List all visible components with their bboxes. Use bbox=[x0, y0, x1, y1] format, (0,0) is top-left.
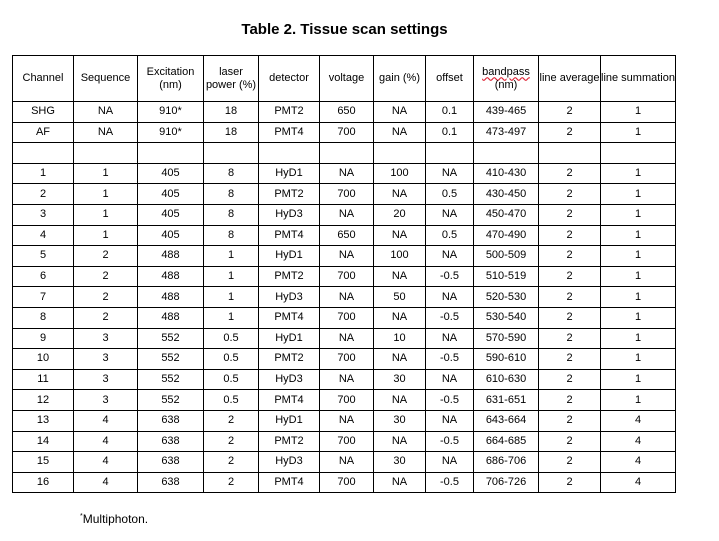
table-cell: 3 bbox=[74, 328, 138, 349]
table-cell: 2 bbox=[539, 369, 601, 390]
table-cell: 1 bbox=[601, 102, 676, 123]
table-cell: 100 bbox=[374, 163, 426, 184]
table-cell: 706-726 bbox=[474, 472, 539, 493]
header-gain: gain (%) bbox=[374, 56, 426, 102]
table-cell: 3 bbox=[74, 369, 138, 390]
table-cell: 2 bbox=[13, 184, 74, 205]
table-cell: 638 bbox=[138, 472, 204, 493]
table-cell: 1 bbox=[601, 225, 676, 246]
table-cell: 0.5 bbox=[426, 184, 474, 205]
table-cell: 5 bbox=[13, 246, 74, 267]
table-cell: 552 bbox=[138, 369, 204, 390]
table-cell: 4 bbox=[601, 431, 676, 452]
table-cell: 2 bbox=[204, 472, 259, 493]
table-cell: -0.5 bbox=[426, 390, 474, 411]
table-cell: -0.5 bbox=[426, 349, 474, 370]
table-cell: 2 bbox=[539, 410, 601, 431]
table-cell bbox=[204, 143, 259, 164]
table-cell: HyD3 bbox=[259, 452, 320, 473]
table-cell: 700 bbox=[320, 266, 374, 287]
table-cell: NA bbox=[320, 204, 374, 225]
table-cell: 2 bbox=[539, 349, 601, 370]
table-cell: 2 bbox=[74, 266, 138, 287]
table-cell: 700 bbox=[320, 307, 374, 328]
table-cell: HyD1 bbox=[259, 163, 320, 184]
table-cell bbox=[74, 143, 138, 164]
header-excitation: Excitation (nm) bbox=[138, 56, 204, 102]
table-cell bbox=[320, 143, 374, 164]
header-channel: Channel bbox=[13, 56, 74, 102]
table-cell: 2 bbox=[539, 452, 601, 473]
table-cell: 650 bbox=[320, 102, 374, 123]
table-cell: 8 bbox=[204, 184, 259, 205]
table-cell: NA bbox=[374, 184, 426, 205]
table-body bbox=[13, 102, 676, 493]
table-cell: 2 bbox=[539, 431, 601, 452]
table-cell: 1 bbox=[601, 246, 676, 267]
table-cell: PMT4 bbox=[259, 390, 320, 411]
table-cell: HyD1 bbox=[259, 246, 320, 267]
table-cell: NA bbox=[74, 102, 138, 123]
table-cell: 11 bbox=[13, 369, 74, 390]
table-cell: 552 bbox=[138, 328, 204, 349]
tissue-scan-settings-table bbox=[12, 55, 676, 493]
spellcheck-underline: bandpass bbox=[482, 65, 530, 78]
table-cell: 570-590 bbox=[474, 328, 539, 349]
table-cell: 1 bbox=[601, 163, 676, 184]
table-row bbox=[13, 349, 676, 370]
table-cell bbox=[474, 143, 539, 164]
table-cell: NA bbox=[374, 122, 426, 143]
table-cell: 14 bbox=[13, 431, 74, 452]
table-cell: NA bbox=[426, 246, 474, 267]
table-cell: 10 bbox=[13, 349, 74, 370]
table-cell: 1 bbox=[601, 184, 676, 205]
table-cell: 10 bbox=[374, 328, 426, 349]
table-cell: NA bbox=[320, 163, 374, 184]
table-cell: 405 bbox=[138, 225, 204, 246]
table-cell: 4 bbox=[601, 410, 676, 431]
table-cell: 100 bbox=[374, 246, 426, 267]
table-cell: 1 bbox=[74, 225, 138, 246]
table-cell: 4 bbox=[601, 472, 676, 493]
table-cell: 18 bbox=[204, 102, 259, 123]
table-cell: HyD3 bbox=[259, 287, 320, 308]
table-cell: 1 bbox=[601, 328, 676, 349]
table-cell: NA bbox=[320, 452, 374, 473]
table-cell: 4 bbox=[74, 452, 138, 473]
table-cell: 1 bbox=[74, 204, 138, 225]
table-cell: HyD3 bbox=[259, 204, 320, 225]
table-cell: 2 bbox=[204, 452, 259, 473]
table-cell: 20 bbox=[374, 204, 426, 225]
table-cell: 1 bbox=[204, 287, 259, 308]
table-cell: 488 bbox=[138, 307, 204, 328]
table-cell: NA bbox=[320, 287, 374, 308]
header-voltage: voltage bbox=[320, 56, 374, 102]
table-cell: 0.5 bbox=[204, 349, 259, 370]
table-cell: 16 bbox=[13, 472, 74, 493]
table-cell: PMT2 bbox=[259, 266, 320, 287]
header-line-average: line average bbox=[539, 56, 601, 102]
table-cell: HyD1 bbox=[259, 328, 320, 349]
table-cell: 4 bbox=[74, 410, 138, 431]
table-cell: 2 bbox=[539, 287, 601, 308]
table-cell: NA bbox=[426, 163, 474, 184]
table-cell: 2 bbox=[539, 163, 601, 184]
table-cell: NA bbox=[426, 328, 474, 349]
table-cell: 15 bbox=[13, 452, 74, 473]
table-cell: 0.1 bbox=[426, 102, 474, 123]
table-cell: 2 bbox=[539, 102, 601, 123]
table-cell bbox=[138, 143, 204, 164]
table-cell: 8 bbox=[204, 225, 259, 246]
header-detector: detector bbox=[259, 56, 320, 102]
table-cell: PMT4 bbox=[259, 472, 320, 493]
table-cell: AF bbox=[13, 122, 74, 143]
footnote bbox=[80, 512, 148, 526]
table-cell: 1 bbox=[204, 307, 259, 328]
table-row bbox=[13, 246, 676, 267]
table-cell: 700 bbox=[320, 184, 374, 205]
table-cell bbox=[259, 143, 320, 164]
table-cell: 686-706 bbox=[474, 452, 539, 473]
table-cell: 1 bbox=[601, 122, 676, 143]
table-row bbox=[13, 410, 676, 431]
table-cell bbox=[374, 143, 426, 164]
table-cell: 3 bbox=[74, 390, 138, 411]
table-cell: 610-630 bbox=[474, 369, 539, 390]
table-row bbox=[13, 184, 676, 205]
table-cell: 12 bbox=[13, 390, 74, 411]
table-cell: 638 bbox=[138, 431, 204, 452]
table-cell: 8 bbox=[13, 307, 74, 328]
table-cell: 4 bbox=[74, 472, 138, 493]
table-cell: 8 bbox=[204, 204, 259, 225]
table-cell: 2 bbox=[539, 472, 601, 493]
table-cell: 405 bbox=[138, 163, 204, 184]
table-cell: NA bbox=[426, 410, 474, 431]
table-cell: 2 bbox=[539, 246, 601, 267]
table-cell: NA bbox=[374, 390, 426, 411]
table-cell: NA bbox=[426, 369, 474, 390]
table-cell: 552 bbox=[138, 349, 204, 370]
table-cell: 450-470 bbox=[474, 204, 539, 225]
table-cell: 488 bbox=[138, 266, 204, 287]
table-cell: PMT2 bbox=[259, 349, 320, 370]
table-cell: 0.5 bbox=[204, 369, 259, 390]
table-cell: 700 bbox=[320, 349, 374, 370]
table-cell: 1 bbox=[74, 184, 138, 205]
table-row bbox=[13, 287, 676, 308]
table-cell: NA bbox=[374, 266, 426, 287]
footnote-mark: * bbox=[80, 513, 83, 520]
table-cell: 2 bbox=[539, 204, 601, 225]
table-cell: 2 bbox=[539, 225, 601, 246]
table-cell: 638 bbox=[138, 452, 204, 473]
table-cell: 2 bbox=[74, 287, 138, 308]
header-sequence: Sequence bbox=[74, 56, 138, 102]
table-cell: PMT2 bbox=[259, 431, 320, 452]
table-cell: SHG bbox=[13, 102, 74, 123]
table-row bbox=[13, 204, 676, 225]
table-row bbox=[13, 266, 676, 287]
table-cell: 410-430 bbox=[474, 163, 539, 184]
table-cell: 470-490 bbox=[474, 225, 539, 246]
table-row bbox=[13, 390, 676, 411]
table-cell: 1 bbox=[601, 369, 676, 390]
table-cell: 1 bbox=[204, 246, 259, 267]
table-cell: 488 bbox=[138, 246, 204, 267]
table-cell: 910* bbox=[138, 122, 204, 143]
table-cell: 552 bbox=[138, 390, 204, 411]
table-cell bbox=[539, 143, 601, 164]
table-cell: 1 bbox=[601, 287, 676, 308]
table-cell: 3 bbox=[13, 204, 74, 225]
table-cell: HyD3 bbox=[259, 369, 320, 390]
header-line-summation: line summation bbox=[601, 56, 676, 102]
table-cell: 700 bbox=[320, 122, 374, 143]
table-cell: PMT4 bbox=[259, 307, 320, 328]
table-cell: NA bbox=[320, 410, 374, 431]
table-cell: 430-450 bbox=[474, 184, 539, 205]
table-cell: 2 bbox=[204, 410, 259, 431]
table-cell: -0.5 bbox=[426, 307, 474, 328]
table-cell: 7 bbox=[13, 287, 74, 308]
table-cell: PMT2 bbox=[259, 102, 320, 123]
table-cell: NA bbox=[374, 307, 426, 328]
table-cell: 13 bbox=[13, 410, 74, 431]
table-cell: NA bbox=[320, 246, 374, 267]
table-cell: 1 bbox=[74, 163, 138, 184]
table-cell: 8 bbox=[204, 163, 259, 184]
table-cell: 700 bbox=[320, 431, 374, 452]
table-cell bbox=[13, 143, 74, 164]
table-cell: 1 bbox=[601, 390, 676, 411]
table-cell: -0.5 bbox=[426, 266, 474, 287]
table-cell: PMT4 bbox=[259, 225, 320, 246]
table-row bbox=[13, 369, 676, 390]
table-cell: 530-540 bbox=[474, 307, 539, 328]
table-cell: 638 bbox=[138, 410, 204, 431]
table-cell: 30 bbox=[374, 452, 426, 473]
table-cell: 488 bbox=[138, 287, 204, 308]
header-row bbox=[13, 56, 676, 102]
table-cell: NA bbox=[426, 287, 474, 308]
table-cell: 1 bbox=[13, 163, 74, 184]
table-cell: 2 bbox=[204, 431, 259, 452]
table-cell: PMT2 bbox=[259, 184, 320, 205]
table-row bbox=[13, 102, 676, 123]
table-cell: 664-685 bbox=[474, 431, 539, 452]
table-cell: 2 bbox=[539, 328, 601, 349]
table-cell: 643-664 bbox=[474, 410, 539, 431]
table-cell: 2 bbox=[539, 390, 601, 411]
table-cell: 1 bbox=[204, 266, 259, 287]
table-cell: 510-519 bbox=[474, 266, 539, 287]
table-cell: NA bbox=[426, 452, 474, 473]
table-row bbox=[13, 163, 676, 184]
table-cell: 18 bbox=[204, 122, 259, 143]
table-cell: 1 bbox=[601, 204, 676, 225]
table-cell: 50 bbox=[374, 287, 426, 308]
table-cell: NA bbox=[374, 431, 426, 452]
table-row bbox=[13, 452, 676, 473]
table-cell: 700 bbox=[320, 472, 374, 493]
table-cell: NA bbox=[374, 349, 426, 370]
table-cell: PMT4 bbox=[259, 122, 320, 143]
table-cell: 405 bbox=[138, 184, 204, 205]
table-cell: 30 bbox=[374, 369, 426, 390]
table-cell: 4 bbox=[601, 452, 676, 473]
table-cell: -0.5 bbox=[426, 431, 474, 452]
table-cell: 1 bbox=[601, 266, 676, 287]
table-cell: 439-465 bbox=[474, 102, 539, 123]
table-cell: 4 bbox=[13, 225, 74, 246]
table-cell: 6 bbox=[13, 266, 74, 287]
table-cell: 1 bbox=[601, 349, 676, 370]
table-cell: 590-610 bbox=[474, 349, 539, 370]
footnote-text: Multiphoton. bbox=[82, 512, 149, 526]
table-cell: 650 bbox=[320, 225, 374, 246]
table-cell: 2 bbox=[539, 266, 601, 287]
table-cell: NA bbox=[74, 122, 138, 143]
table-row bbox=[13, 143, 676, 164]
table-cell: 500-509 bbox=[474, 246, 539, 267]
table-cell: 910* bbox=[138, 102, 204, 123]
table-cell: NA bbox=[374, 102, 426, 123]
table-row bbox=[13, 122, 676, 143]
table-cell: 2 bbox=[539, 122, 601, 143]
table-cell: 4 bbox=[74, 431, 138, 452]
table-cell bbox=[426, 143, 474, 164]
table-cell bbox=[601, 143, 676, 164]
table-cell: NA bbox=[320, 369, 374, 390]
table-cell: 3 bbox=[74, 349, 138, 370]
table-cell: 2 bbox=[539, 184, 601, 205]
table-cell: 9 bbox=[13, 328, 74, 349]
table-cell: 2 bbox=[74, 246, 138, 267]
table-cell: HyD1 bbox=[259, 410, 320, 431]
table-cell: 1 bbox=[601, 307, 676, 328]
table-cell: 0.5 bbox=[204, 328, 259, 349]
table-title: Table 2. Tissue scan settings bbox=[241, 21, 448, 38]
header-laser-power: laser power (%) bbox=[204, 56, 259, 102]
table-cell: -0.5 bbox=[426, 472, 474, 493]
table-cell: NA bbox=[374, 225, 426, 246]
table-cell: NA bbox=[320, 328, 374, 349]
table-row bbox=[13, 307, 676, 328]
table-row bbox=[13, 225, 676, 246]
table-row bbox=[13, 328, 676, 349]
table-cell: 0.5 bbox=[426, 225, 474, 246]
table-row bbox=[13, 472, 676, 493]
table-cell: 631-651 bbox=[474, 390, 539, 411]
header-bandpass: bandpass (nm) bbox=[474, 56, 539, 102]
table-cell: 2 bbox=[539, 307, 601, 328]
table-cell: NA bbox=[374, 472, 426, 493]
table-cell: 473-497 bbox=[474, 122, 539, 143]
table-cell: 0.5 bbox=[204, 390, 259, 411]
table-cell: 30 bbox=[374, 410, 426, 431]
table-cell: 0.1 bbox=[426, 122, 474, 143]
table-cell: 520-530 bbox=[474, 287, 539, 308]
header-offset: offset bbox=[426, 56, 474, 102]
table-cell: 2 bbox=[74, 307, 138, 328]
table-row bbox=[13, 431, 676, 452]
table-cell: 700 bbox=[320, 390, 374, 411]
table-cell: NA bbox=[426, 204, 474, 225]
table-cell: 405 bbox=[138, 204, 204, 225]
